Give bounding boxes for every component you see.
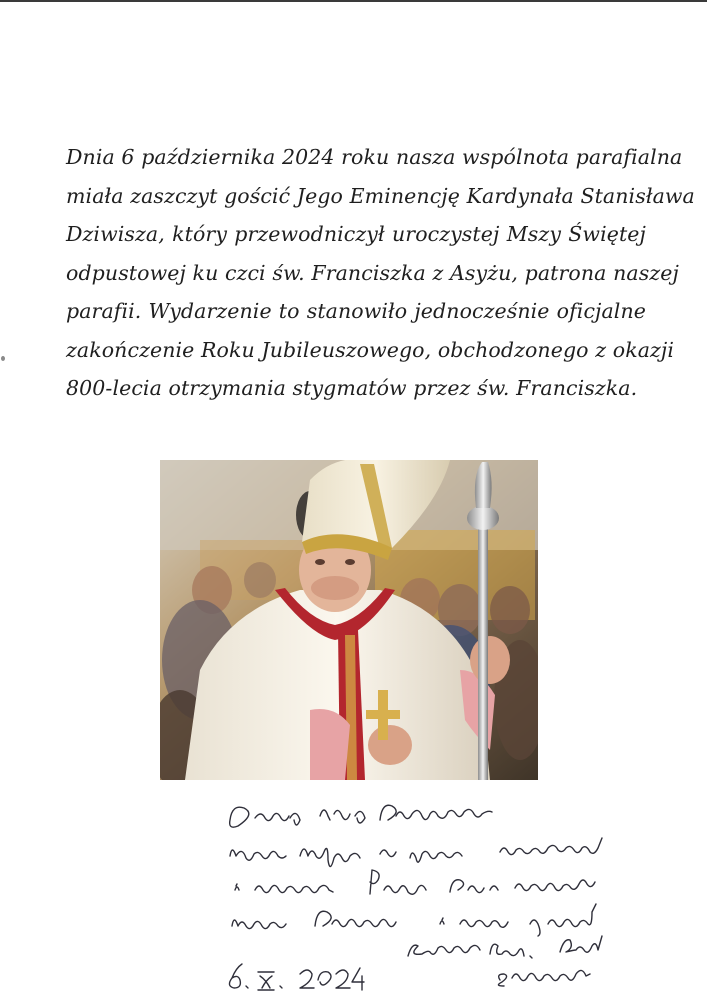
cardinal-photo-illustration	[160, 460, 538, 780]
paragraph-line: odpustowej ku czci św. Franciszka z Asyżu, patrona naszej	[66, 260, 679, 285]
handwritten-note-drawing	[0, 790, 707, 1000]
scan-speck	[1, 356, 5, 361]
paragraph-line: 800-lecia otrzymania stygmatów przez św. Franciszka.	[66, 376, 638, 400]
cardinal-photo	[160, 460, 538, 780]
paragraph-line: miała zaszczyt gościć Jego Eminencję Kardynała Stanisława	[66, 183, 695, 208]
note-line: Drogi księże Proboszczu	[0, 790, 13, 791]
page-top-border	[0, 0, 707, 2]
main-paragraph	[66, 138, 695, 408]
paragraph-line: parafii. Wydarzenie to stanowiło jednocześnie oficjalne	[66, 299, 646, 323]
paragraph-line: Dnia 6 października 2024 roku nasza wspólnota parafialna	[66, 145, 683, 169]
handwritten-note	[0, 790, 707, 1000]
paragraph-line: Dziwisza, który przewodniczył uroczystej Mszy Świętej	[66, 222, 646, 246]
paragraph-line: zakończenie Roku Jubileuszowego, obchodzonego z okazji	[66, 337, 675, 362]
